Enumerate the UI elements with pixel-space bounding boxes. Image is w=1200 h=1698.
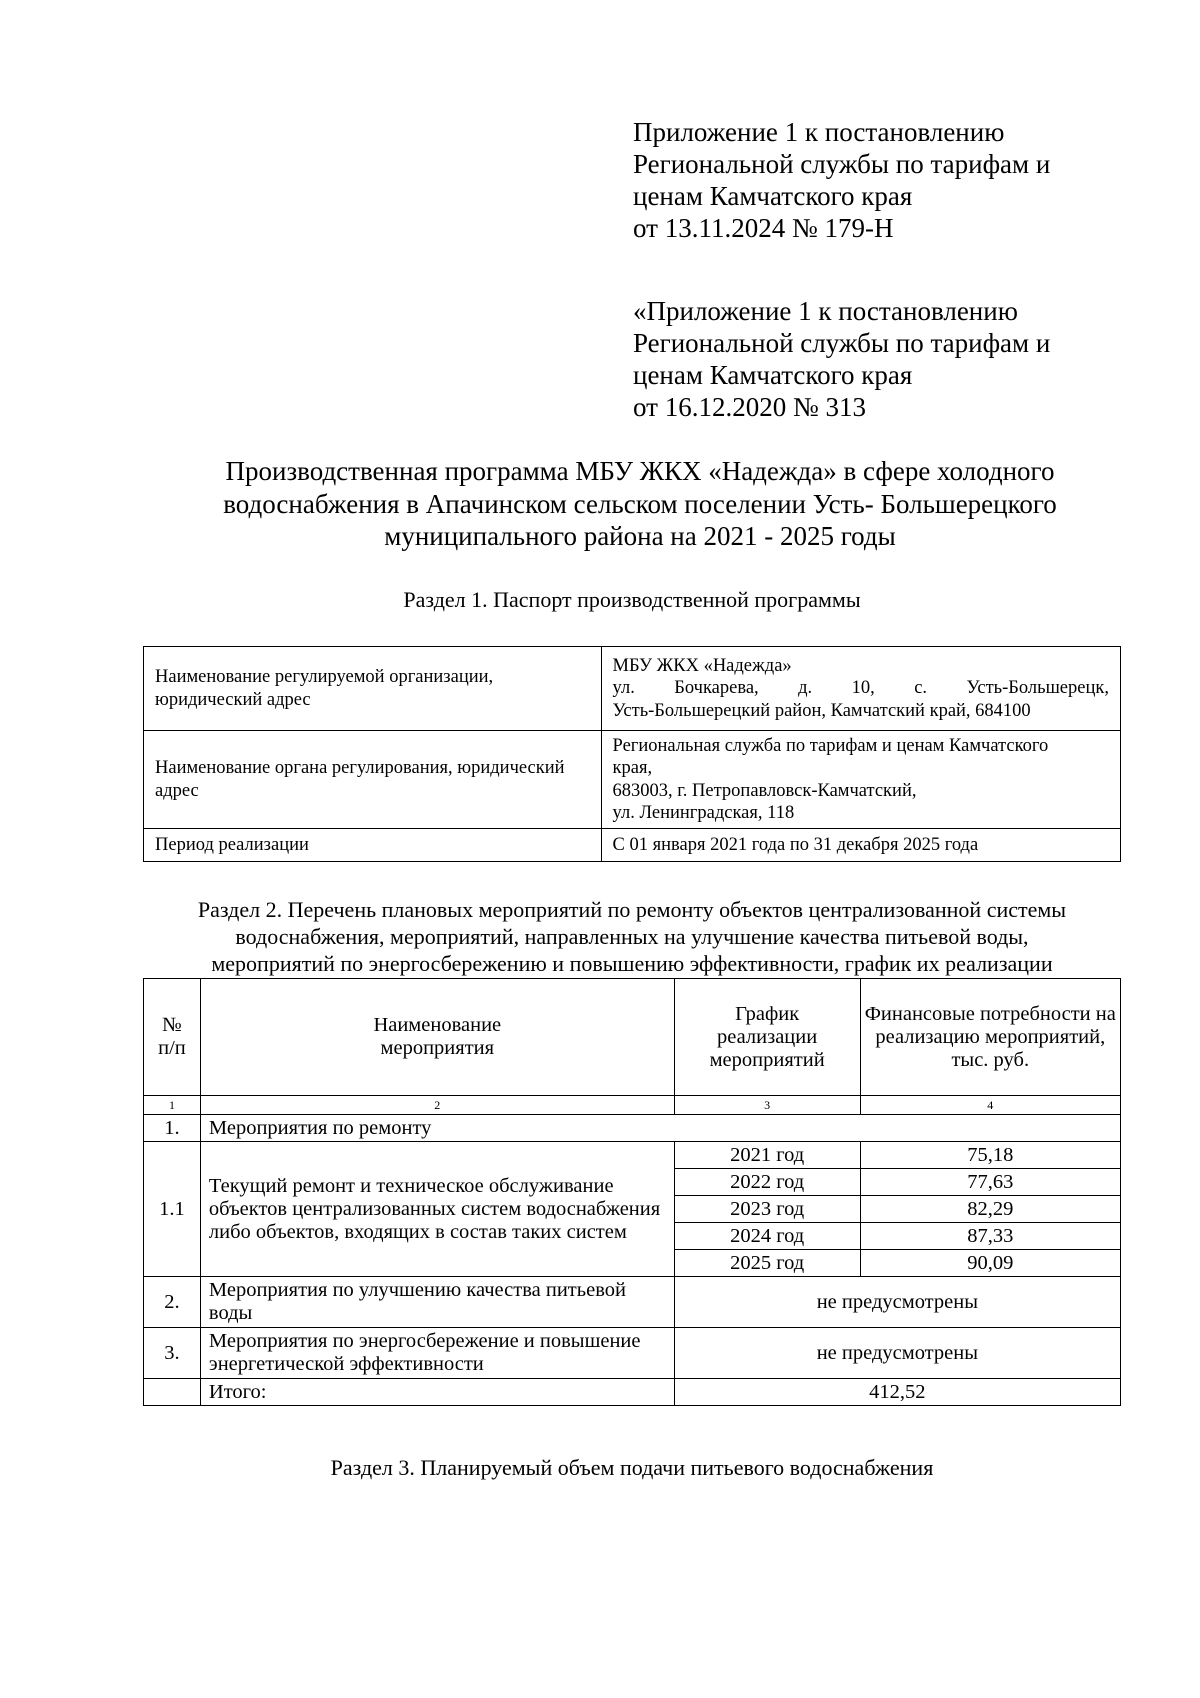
total-label: Итого: [200, 1379, 674, 1406]
row-value: не предусмотрены [674, 1328, 1120, 1379]
col-number: 1 [144, 1096, 201, 1115]
table-row [144, 829, 1121, 862]
table-row [144, 1379, 1121, 1406]
appendix-line: Приложение 1 к постановлению [633, 117, 1005, 147]
table-row [144, 1277, 1121, 1328]
section2-heading [143, 896, 1121, 977]
passport-label: Период реализации [144, 829, 602, 862]
total-num [144, 1379, 201, 1406]
title-line: муниципального района на 2021 - 2025 годы [384, 521, 896, 551]
section3-heading: Раздел 3. Планируемый объем подачи питьевого водоснабжения [330, 1455, 934, 1480]
appendix-previous [633, 295, 1173, 423]
passport-value [601, 731, 1120, 829]
value-line: ул. Ленинградская, 118 [612, 803, 795, 823]
row-num: 3. [144, 1328, 201, 1379]
row-num: 2. [144, 1277, 201, 1328]
passport-value [601, 829, 1120, 862]
header-schedule: График реализации мероприятий [674, 979, 860, 1096]
activities-table [143, 978, 1121, 1406]
col-number: 4 [860, 1096, 1120, 1115]
header-num: № п/п [144, 979, 201, 1096]
year-cell: 2024 год [674, 1223, 860, 1250]
col-number: 3 [674, 1096, 860, 1115]
value-line: Региональная служба по тарифам и ценам Камчатского [612, 735, 1049, 756]
heading-line: мероприятий по энергосбережению и повышению эффективности, график их реализации [211, 951, 1053, 976]
value-line: края, [612, 758, 653, 778]
table-row [144, 647, 1121, 731]
value-line: ул. Бочкарева, д. 10, с. Усть-Большерецк, [612, 678, 1109, 699]
passport-table [143, 646, 1121, 862]
table-row [144, 1096, 1121, 1115]
appendix-current [633, 116, 1173, 244]
year-cell: 2023 год [674, 1196, 860, 1223]
row-name: Мероприятия по энергосбережение и повышение энергетической эффективности [200, 1328, 674, 1379]
value-cell: 82,29 [860, 1196, 1120, 1223]
appendix-line: от 16.12.2020 № 313 [633, 392, 866, 422]
title-line: Производственная программа МБУ ЖКХ «Надежда» в сфере холодного [225, 456, 1055, 486]
table-row [144, 1328, 1121, 1379]
value-line: Усть-Большерецкий район, Камчатский край, 684100 [612, 700, 1031, 721]
title-line: водоснабжения в Апачинском сельском поселении Усть- Большерецкого [223, 488, 1057, 519]
total-value: 412,52 [674, 1379, 1120, 1406]
value-cell: 87,33 [860, 1223, 1120, 1250]
heading-line: водоснабжения, мероприятий, направленных на улучшение качества питьевой воды, [235, 924, 1029, 949]
value-cell: 90,09 [860, 1250, 1120, 1277]
year-cell: 2025 год [674, 1250, 860, 1277]
table-row [144, 1142, 1121, 1169]
row-num: 1.1 [144, 1142, 201, 1277]
col-number: 2 [200, 1096, 674, 1115]
appendix-line: «Приложение 1 к постановлению [633, 296, 1018, 326]
passport-label: Наименование регулируемой организации, юридический адрес [144, 647, 602, 731]
heading-line: Раздел 2. Перечень плановых мероприятий по ремонту объектов централизованной системы [197, 897, 1067, 922]
value-cell: 75,18 [860, 1142, 1120, 1169]
row-name: Мероприятия по улучшению качества питьевой воды [200, 1277, 674, 1328]
table-row [144, 979, 1121, 1096]
appendix-line: ценам Камчатского края [633, 181, 913, 211]
year-cell: 2021 год [674, 1142, 860, 1169]
passport-label: Наименование органа регулирования, юридический адрес [144, 731, 602, 829]
appendix-line: Региональной службы по тарифам и [633, 328, 1051, 358]
appendix-line: от 13.11.2024 № 179-Н [633, 213, 894, 243]
row-num: 1. [144, 1115, 201, 1142]
section1-heading: Раздел 1. Паспорт производственной программы [403, 587, 861, 612]
table-row [144, 731, 1121, 829]
appendix-line: ценам Камчатского края [633, 360, 913, 390]
row-name: Текущий ремонт и техническое обслуживание объектов централизованных систем водоснабжения либо объектов, входящих в состав таких систем [200, 1142, 674, 1277]
appendix-line: Региональной службы по тарифам и [633, 149, 1051, 179]
table-row [144, 1115, 1121, 1142]
row-name: Мероприятия по ремонту [200, 1115, 1120, 1142]
value-line: С 01 января 2021 года по 31 декабря 2025 года [612, 834, 979, 855]
year-cell: 2022 год [674, 1169, 860, 1196]
row-value: не предусмотрены [674, 1277, 1120, 1328]
value-line: МБУ ЖКХ «Надежда» [612, 655, 792, 676]
header-name: Наименование мероприятия [200, 979, 674, 1096]
value-cell: 77,63 [860, 1169, 1120, 1196]
passport-value [601, 647, 1120, 731]
header-finance: Финансовые потребности на реализацию мероприятий, тыс. руб. [860, 979, 1120, 1096]
value-line: 683003, г. Петропавловск-Камчатский, [612, 780, 917, 801]
document-title [120, 455, 1160, 553]
